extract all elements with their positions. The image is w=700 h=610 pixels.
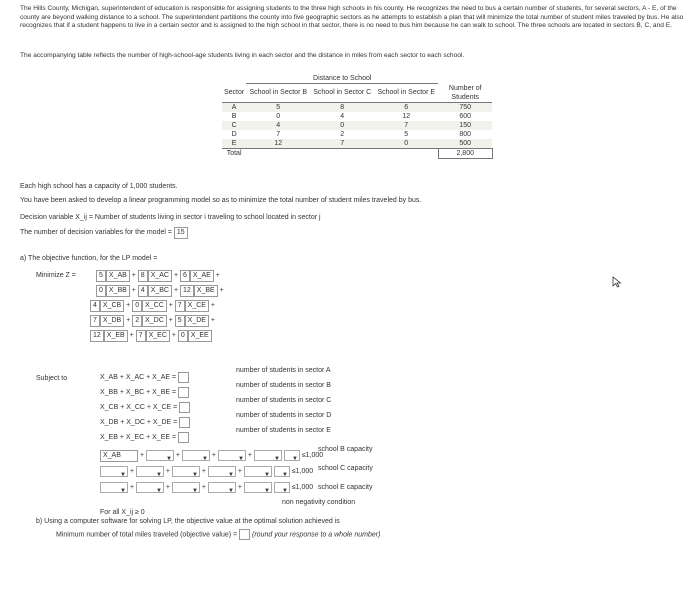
var-label: X_CC (142, 300, 167, 312)
part-a-label: a) The objective function, for the LP model = (20, 255, 158, 262)
var-dropdown[interactable] (146, 450, 174, 461)
distance-header: Distance to School (246, 74, 438, 84)
dist-cell: 7 (404, 121, 409, 129)
capacity-rhs: ≤1,000 (301, 452, 324, 459)
chevron-down-icon: ▼ (291, 455, 298, 462)
num-vars-label: The number of decision variables for the model = (20, 229, 172, 236)
var-label: X_AB (106, 270, 130, 282)
var-dropdown[interactable] (218, 450, 246, 461)
sector-constraints (100, 370, 190, 445)
rhs-input[interactable] (178, 372, 189, 383)
var-dropdown[interactable] (208, 482, 236, 493)
var-label: X_AE (190, 270, 214, 282)
col-header-school-c: School in Sector C (313, 89, 372, 97)
constraint-expr: X_DB + X_DC + X_DE = (100, 419, 178, 426)
coef-input[interactable]: 4 (90, 300, 100, 312)
capacity-label: school C capacity (318, 465, 373, 472)
total-label: Total (226, 149, 242, 157)
var-label: X_EC (146, 330, 170, 342)
capacity-text: Each high school has a capacity of 1,000 students. (20, 183, 178, 190)
part-b-label: b) Using a computer software for solving LP, the objective value at the optimal solution achieved is (36, 518, 340, 525)
chevron-down-icon: ▼ (120, 487, 126, 494)
table-intro: The accompanying table reflects the number of high-school-age students living in each sector and the distance in miles from each sector to each school. (20, 52, 465, 59)
chevron-down-icon: ▼ (192, 487, 198, 494)
table-row (222, 121, 492, 130)
var-dropdown[interactable] (136, 482, 164, 493)
num-vars-input[interactable]: 15 (174, 227, 188, 239)
constraint-row (100, 385, 190, 400)
var-label: X_EB (104, 330, 128, 342)
num-vars-row (20, 227, 188, 239)
table-total-row (222, 148, 492, 158)
var-dropdown[interactable] (244, 482, 272, 493)
sector-cell: B (231, 112, 237, 120)
dist-cell: 0 (340, 121, 345, 129)
col-header-sector: Sector (224, 89, 245, 96)
capacity-label: school E capacity (318, 484, 373, 491)
minimize-label: Minimize Z = (36, 272, 76, 279)
constraint-label: number of students in sector C (236, 397, 332, 404)
capacity-row: ▼ + ▼ + ▼ + ▼ + ▼ ▼ ≤1,000 (100, 464, 323, 480)
constraint-expr: X_AB + X_AC + X_AE = (100, 374, 177, 381)
table-row (222, 130, 492, 139)
col-header-school-b: School in Sector B (249, 89, 308, 97)
min-miles-label: Minimum number of total miles traveled (objective value) = (56, 531, 238, 539)
total-value: 2,800 (438, 148, 492, 158)
constraint-row (100, 370, 190, 385)
var-dropdown[interactable] (172, 482, 200, 493)
var-select[interactable]: X_AB (100, 450, 138, 462)
students-cell: 750 (459, 103, 472, 111)
var-dropdown[interactable] (100, 482, 128, 493)
decision-variable-text: Decision variable X_ij = Number of students living in sector i traveling to school located in sector j (20, 214, 321, 221)
constraint-expr: X_EB + X_EC + X_EE = (100, 434, 177, 441)
dist-cell: 2 (340, 130, 345, 138)
dist-cell: 5 (276, 103, 281, 111)
dist-cell: 0 (276, 112, 281, 120)
coef-input[interactable]: 5 (96, 270, 106, 282)
capacity-label: school B capacity (318, 446, 373, 453)
constraint-label: number of students in sector B (236, 382, 331, 389)
for-all-label: For all X_ij ≥ 0 (100, 509, 145, 516)
chevron-down-icon: ▼ (238, 455, 244, 462)
rhs-input[interactable] (178, 432, 189, 443)
var-label: X_CB (100, 300, 124, 312)
var-label: X_EE (188, 330, 212, 342)
objective-row: 0 X_BB + 4 X_BC + 12 X_BE + (90, 283, 224, 298)
coef-input[interactable]: 7 (90, 315, 100, 327)
var-dropdown[interactable] (244, 466, 272, 477)
students-cell: 600 (459, 112, 472, 120)
objective-row: 7 X_DB + 2 X_DC + 5 X_DE + (90, 313, 224, 328)
sector-cell: A (231, 103, 237, 111)
var-label: X_BE (194, 285, 218, 297)
capacity-constraints (100, 448, 323, 496)
coef-input[interactable]: 2 (132, 315, 142, 327)
chevron-down-icon: ▼ (202, 455, 208, 462)
capacity-row: ▼ + ▼ + ▼ + ▼ + ▼ ▼ ≤1,000 (100, 480, 323, 496)
rhs-input[interactable] (179, 417, 190, 428)
chevron-down-icon: ▼ (263, 471, 270, 478)
coef-input[interactable]: 0 (178, 330, 188, 342)
col-header-school-e: School in Sector E (377, 89, 436, 97)
capacity-labels (318, 440, 373, 497)
coef-input[interactable]: 12 (90, 330, 104, 342)
chevron-down-icon: ▼ (263, 487, 270, 494)
coef-input[interactable]: 0 (132, 300, 142, 312)
table-row (222, 139, 492, 149)
coef-input[interactable]: 5 (175, 315, 185, 327)
var-label: X_DC (142, 315, 167, 327)
constraint-label: number of students in sector D (236, 412, 332, 419)
chevron-down-icon: ▼ (281, 487, 288, 494)
mouse-cursor-icon (612, 276, 622, 288)
dist-cell: 12 (274, 139, 283, 147)
coef-input[interactable]: 7 (136, 330, 146, 342)
col-header-students: Number of Students (448, 84, 482, 101)
var-label: X_AC (148, 270, 172, 282)
var-dropdown[interactable] (100, 466, 128, 477)
objective-function (90, 268, 224, 343)
constraint-row (100, 430, 190, 445)
objective-row: 12 X_EB + 7 X_EC + 0 X_EE (90, 328, 224, 343)
var-dropdown[interactable] (172, 466, 200, 477)
dist-cell: 5 (404, 130, 409, 138)
dist-cell: 7 (340, 139, 345, 147)
task-text: You have been asked to develop a linear programming model so as to minimize the total number of student miles traveled by bus. (20, 197, 422, 204)
sector-cell: C (231, 121, 237, 129)
coef-input[interactable]: 8 (138, 270, 148, 282)
constraint-label: number of students in sector E (236, 427, 331, 434)
intro-paragraph: The Hills County, Michigan, superintendent of education is responsible for assigning students to the three high schools in his county. He recognizes the need to bus a certain number of students, for several sectors, A - E, of the county are beyond walking distance to a school. The superintendent partitions the county into five geographic sectors as he attempts to establish a plan that will minimize the total number of student miles traveled by bus. He also recognizes that if a student happens to live in a certain sector and is assigned to the high school in that sector, there is no need to bus him because he can walk to school. The three schools are located in sectors B, C, and E. (20, 5, 684, 30)
var-label: X_BB (106, 285, 130, 297)
var-dropdown[interactable] (136, 466, 164, 477)
coef-input[interactable]: 7 (175, 300, 185, 312)
sector-cell: E (231, 139, 237, 147)
dist-cell: 7 (276, 130, 281, 138)
objective-row: 4 X_CB + 0 X_CC + 7 X_CE + (90, 298, 224, 313)
chevron-down-icon: ▼ (281, 471, 288, 478)
coef-input[interactable]: 0 (96, 285, 106, 297)
sign-dropdown[interactable] (274, 482, 290, 493)
sign-dropdown[interactable] (274, 466, 290, 477)
chevron-down-icon: ▼ (273, 455, 280, 462)
rhs-input[interactable] (178, 387, 189, 398)
dist-cell: 6 (404, 103, 409, 111)
var-dropdown[interactable] (208, 466, 236, 477)
chevron-down-icon: ▼ (192, 471, 198, 478)
table-row (222, 102, 492, 112)
var-label: X_DB (100, 315, 124, 327)
dist-cell: 4 (340, 112, 345, 120)
constraint-row (100, 415, 190, 430)
chevron-down-icon: ▼ (228, 487, 234, 494)
objective-value-input[interactable] (239, 529, 250, 540)
coef-input[interactable]: 4 (138, 285, 148, 297)
coef-input[interactable]: 12 (180, 285, 194, 297)
constraint-label: number of students in sector A (236, 367, 331, 374)
chevron-down-icon: ▼ (166, 455, 172, 462)
dist-cell: 0 (404, 139, 409, 147)
dist-cell: 8 (340, 103, 345, 111)
dist-cell: 4 (276, 121, 281, 129)
constraint-row (100, 400, 190, 415)
constraint-expr: X_CB + X_CC + X_CE = (100, 404, 178, 411)
constraint-expr: X_BB + X_BC + X_BE = (100, 389, 177, 396)
var-dropdown[interactable] (182, 450, 210, 461)
var-label: X_CE (185, 300, 209, 312)
chevron-down-icon: ▼ (156, 487, 162, 494)
chevron-down-icon: ▼ (228, 471, 234, 478)
table-row (222, 112, 492, 121)
sector-cell: D (231, 130, 237, 138)
dist-cell: 12 (402, 112, 411, 120)
round-note: (round your response to a whole number) (252, 531, 381, 539)
var-label: X_BC (148, 285, 172, 297)
capacity-row: X_AB + ▼ + ▼ + ▼ + ▼ ▼ ≤1,000 (100, 448, 323, 464)
objective-row: 5 X_AB + 8 X_AC + 6 X_AE + (90, 268, 224, 283)
nonneg-label: non negativity condition (282, 499, 356, 506)
rhs-input[interactable] (179, 402, 190, 413)
students-cell: 500 (459, 139, 472, 147)
chevron-down-icon: ▼ (156, 471, 162, 478)
capacity-rhs: ≤1,000 (291, 484, 314, 491)
sign-dropdown[interactable] (284, 450, 300, 461)
distance-table (222, 74, 493, 159)
min-miles-row (56, 529, 380, 540)
var-dropdown[interactable] (254, 450, 282, 461)
var-label: X_DE (185, 315, 209, 327)
coef-input[interactable]: 6 (180, 270, 190, 282)
capacity-rhs: ≤1,000 (291, 468, 314, 475)
students-cell: 800 (459, 130, 472, 138)
students-cell: 150 (459, 121, 472, 129)
chevron-down-icon: ▼ (120, 471, 126, 478)
constraint-labels (236, 363, 331, 438)
subject-to-label: Subject to (36, 375, 68, 382)
